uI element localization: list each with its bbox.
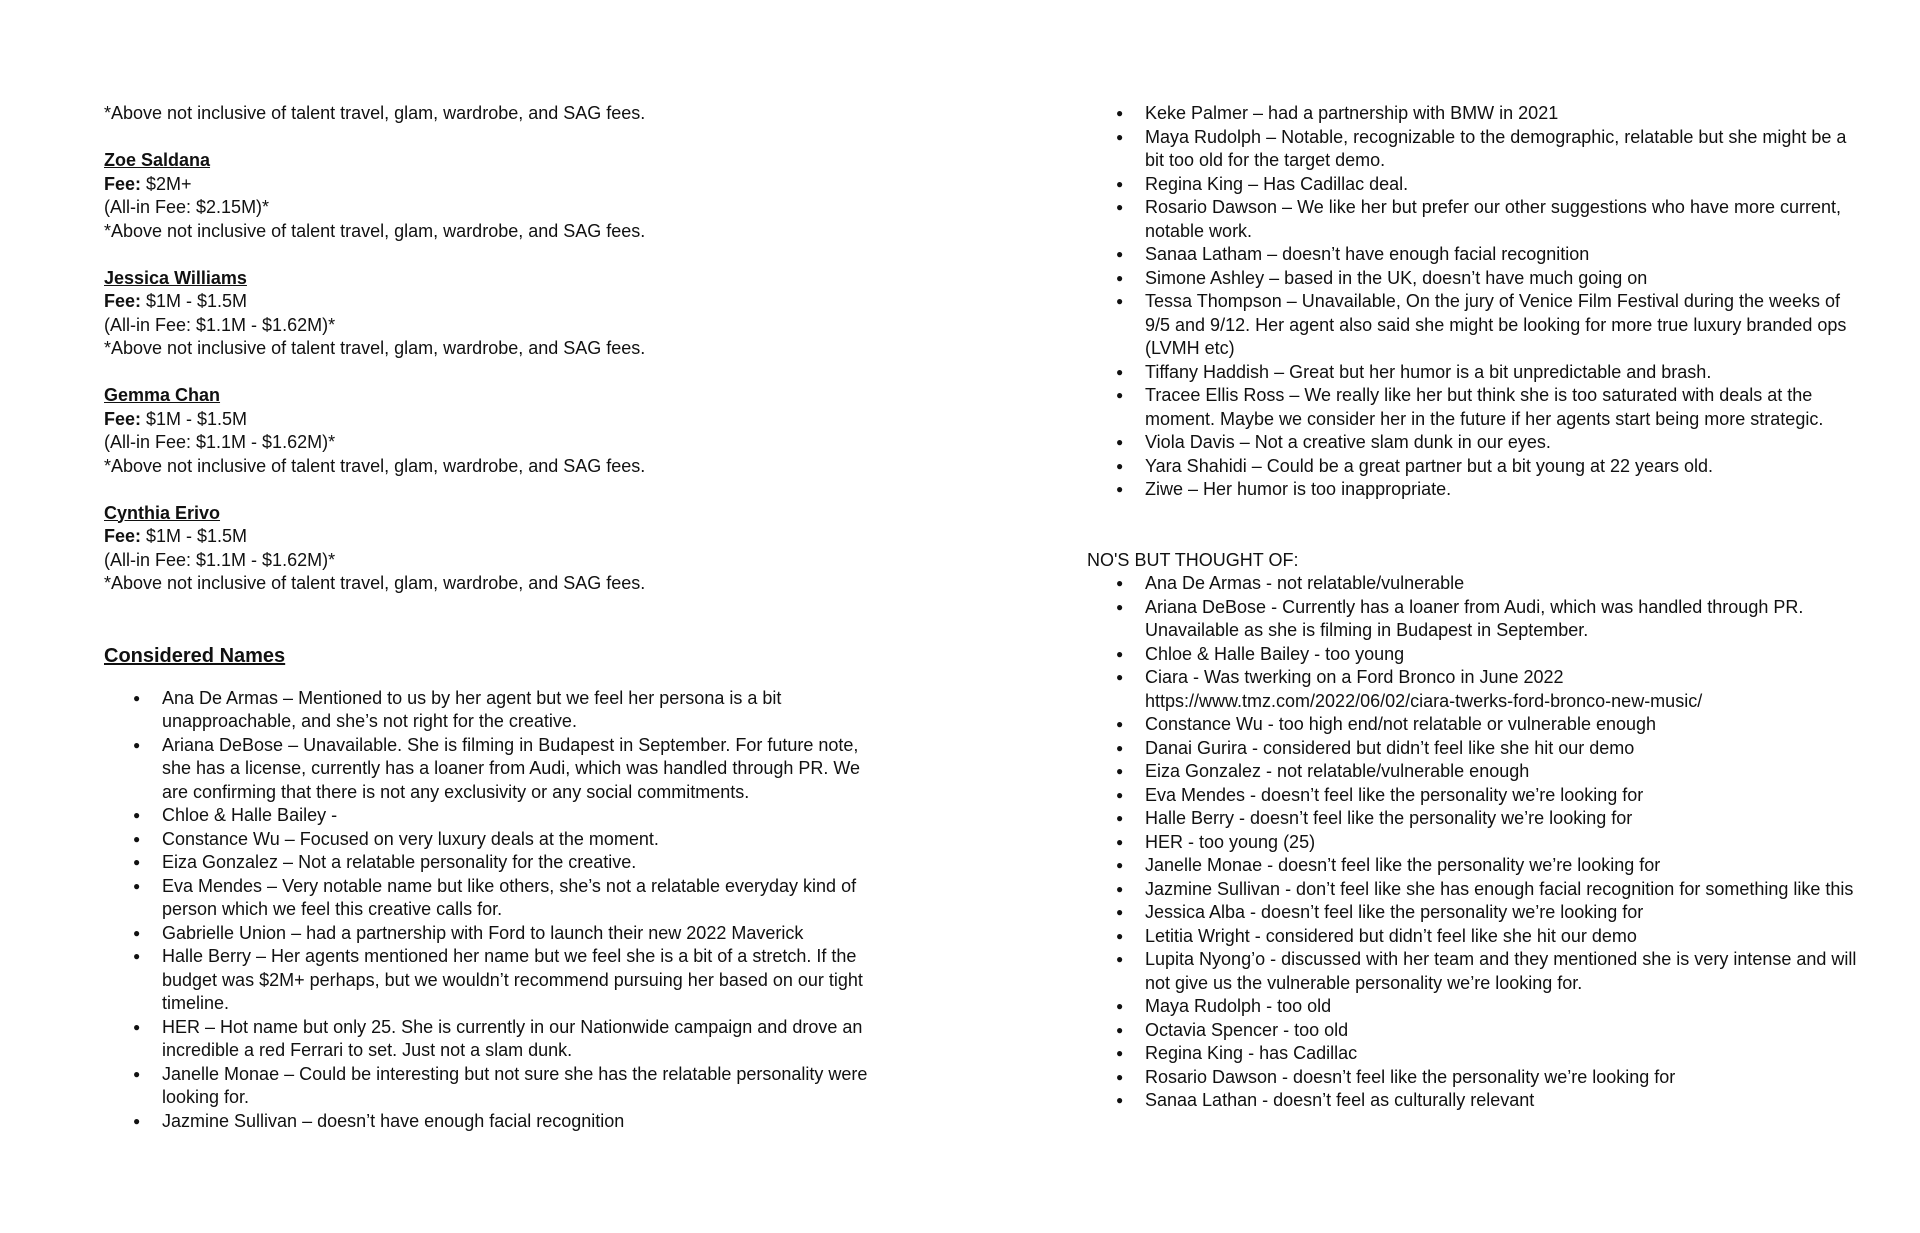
list-item: ● Ziwe – Her humor is too inappropriate. <box>1087 478 1867 502</box>
list-item: ● Jazmine Sullivan – doesn’t have enough facial recognition <box>104 1110 884 1134</box>
list-item: ● Simone Ashley – based in the UK, doesn’t have much going on <box>1087 267 1867 291</box>
list-item: ● Tracee Ellis Ross – We really like her but think she is too saturated with deals at the moment. Maybe we consider her in the future if her agents start being more strategic. <box>1087 384 1867 431</box>
list-item: ● Tessa Thompson – Unavailable, On the jury of Venice Film Festival during the weeks of 9/5 and 9/12. Her agent also said she might be looking for more true luxury branded ops (LVMH etc) <box>1087 290 1867 361</box>
list-item: ● Tiffany Haddish – Great but her humor is a bit unpredictable and brash. <box>1087 361 1867 385</box>
fee-note: *Above not inclusive of talent travel, glam, wardrobe, and SAG fees. <box>104 338 646 358</box>
all-in-fee: (All-in Fee: $1.1M - $1.62M)* <box>104 549 336 570</box>
intro-note: *Above not inclusive of talent travel, glam, wardrobe, and SAG fees. <box>104 103 646 123</box>
list-item: ● Viola Davis – Not a creative slam dunk in our eyes. <box>1087 431 1867 455</box>
list-item: ● Letitia Wright - considered but didn’t feel like she hit our demo <box>1087 925 1867 949</box>
list-item: ● Gabrielle Union – had a partnership with Ford to launch their new 2022 Maverick <box>104 922 884 946</box>
fee-value: $2M+ <box>141 173 192 194</box>
all-in-fee: (All-in Fee: $1.1M - $1.62M)* <box>104 432 336 452</box>
fee-line <box>104 525 884 549</box>
list-item: ● Rosario Dawson - doesn’t feel like the personality we’re looking for <box>1087 1066 1867 1090</box>
list-item: ● Janelle Monae - doesn’t feel like the personality we’re looking for <box>1087 854 1867 878</box>
list-item: ● Constance Wu - too high end/not relatable or vulnerable enough <box>1087 713 1867 737</box>
list-item: ● Danai Gurira - considered but didn’t feel like she hit our demo <box>1087 737 1867 761</box>
list-item: ● HER – Hot name but only 25. She is currently in our Nationwide campaign and drove an incredible a red Ferrari to set. Just not a slam dunk. <box>104 1016 884 1063</box>
fee-label: Fee: <box>104 173 142 194</box>
list-item: ● Ariana DeBose - Currently has a loaner from Audi, which was handled through PR. Unavailable as she is filming in Budapest in September. <box>1087 596 1867 643</box>
list-item: ● Janelle Monae – Could be interesting but not sure she has the relatable personality were looking for. <box>104 1063 884 1110</box>
list-item: ● Yara Shahidi – Could be a great partner but a bit young at 22 years old. <box>1087 455 1867 479</box>
list-item: ● Chloe & Halle Bailey - too young <box>1087 643 1867 667</box>
list-item: ● Maya Rudolph - too old <box>1087 995 1867 1019</box>
list-item: ● Sanaa Lathan - doesn’t feel as culturally relevant <box>1087 1089 1867 1113</box>
list-item: ● HER - too young (25) <box>1087 831 1867 855</box>
list-item: ● Eva Mendes – Very notable name but like others, she’s not a relatable everyday kind of person which we feel this creative calls for. <box>104 875 884 922</box>
talent-name: Zoe Saldana <box>104 150 211 170</box>
fee-value: $1M - $1.5M <box>141 526 248 546</box>
list-item: ● Sanaa Latham – doesn’t have enough facial recognition <box>1087 243 1867 267</box>
list-item: ● Octavia Spencer - too old <box>1087 1019 1867 1043</box>
fee-value: $1M - $1.5M <box>141 408 248 429</box>
fee-line <box>104 290 884 314</box>
talent-block <box>104 267 884 361</box>
list-item: ● Keke Palmer – had a partnership with BMW in 2021 <box>1087 102 1867 126</box>
considered-names-continued-list <box>1087 102 1867 502</box>
fee-label: Fee: <box>104 408 142 429</box>
list-item: ● Halle Berry – Her agents mentioned her name but we feel she is a bit of a stretch. If the budget was $2M+ perhaps, but we wouldn’t recommend pursuing her based on our tight timeline. <box>104 945 884 1016</box>
talent-name: Jessica Williams <box>104 267 247 288</box>
list-item: ● Jazmine Sullivan - don’t feel like she has enough facial recognition for something like this <box>1087 878 1867 902</box>
fee-line <box>104 173 884 197</box>
list-item: ● Regina King – Has Cadillac deal. <box>1087 173 1867 197</box>
all-in-fee: (All-in Fee: $2.15M)* <box>104 197 270 217</box>
fee-note: *Above not inclusive of talent travel, glam, wardrobe, and SAG fees. <box>104 573 646 593</box>
talent-block <box>104 384 884 478</box>
list-item: ● Lupita Nyong’o - discussed with her team and they mentioned she is very intense and will not give us the vulnerable personality we’re looking for. <box>1087 948 1867 995</box>
talent-block <box>104 149 884 243</box>
considered-names-heading: Considered Names <box>104 644 286 667</box>
fee-value: $1M - $1.5M <box>141 291 248 311</box>
list-item: ● Regina King - has Cadillac <box>1087 1042 1867 1066</box>
left-column <box>104 102 884 1133</box>
fee-note: *Above not inclusive of talent travel, glam, wardrobe, and SAG fees. <box>104 220 646 241</box>
list-item: ● Ciara - Was twerking on a Ford Bronco in June 2022 https://www.tmz.com/2022/06/02/ciara-twerks-ford-bronco-new-music/ <box>1087 666 1867 713</box>
considered-names-list <box>104 687 884 1134</box>
right-column <box>1087 102 1867 1113</box>
nos-heading: NO'S BUT THOUGHT OF: <box>1087 549 1299 570</box>
fee-label: Fee: <box>104 526 142 546</box>
talent-block <box>104 502 884 596</box>
talent-name: Cynthia Erivo <box>104 502 221 523</box>
fee-label: Fee: <box>104 291 142 311</box>
all-in-fee: (All-in Fee: $1.1M - $1.62M)* <box>104 314 336 335</box>
list-item: ● Maya Rudolph – Notable, recognizable to the demographic, relatable but she might be a bit too old for the target demo. <box>1087 126 1867 173</box>
list-item: ● Eiza Gonzalez – Not a relatable personality for the creative. <box>104 851 884 875</box>
list-item: ● Rosario Dawson – We like her but prefer our other suggestions who have more current, notable work. <box>1087 196 1867 243</box>
list-item: ● Eva Mendes - doesn’t feel like the personality we’re looking for <box>1087 784 1867 808</box>
list-item: ● Ana De Armas - not relatable/vulnerable <box>1087 572 1867 596</box>
list-item: ● Chloe & Halle Bailey - <box>104 804 884 828</box>
list-item: ● Jessica Alba - doesn’t feel like the personality we’re looking for <box>1087 901 1867 925</box>
list-item: ● Eiza Gonzalez - not relatable/vulnerable enough <box>1087 760 1867 784</box>
list-item: ● Halle Berry - doesn’t feel like the personality we’re looking for <box>1087 807 1867 831</box>
list-item: ● Constance Wu – Focused on very luxury deals at the moment. <box>104 828 884 852</box>
talent-name: Gemma Chan <box>104 385 221 405</box>
fee-note: *Above not inclusive of talent travel, glam, wardrobe, and SAG fees. <box>104 455 646 476</box>
nos-list <box>1087 572 1867 1113</box>
list-item: ● Ariana DeBose – Unavailable. She is filming in Budapest in September. For future note, she has a license, currently has a loaner from Audi, which was handled through PR. We are confirming that there is not any exclusivity or any social commitments. <box>104 734 884 805</box>
fee-line <box>104 408 884 432</box>
list-item: ● Ana De Armas – Mentioned to us by her agent but we feel her persona is a bit unapproachable, and she’s not right for the creative. <box>104 687 884 734</box>
